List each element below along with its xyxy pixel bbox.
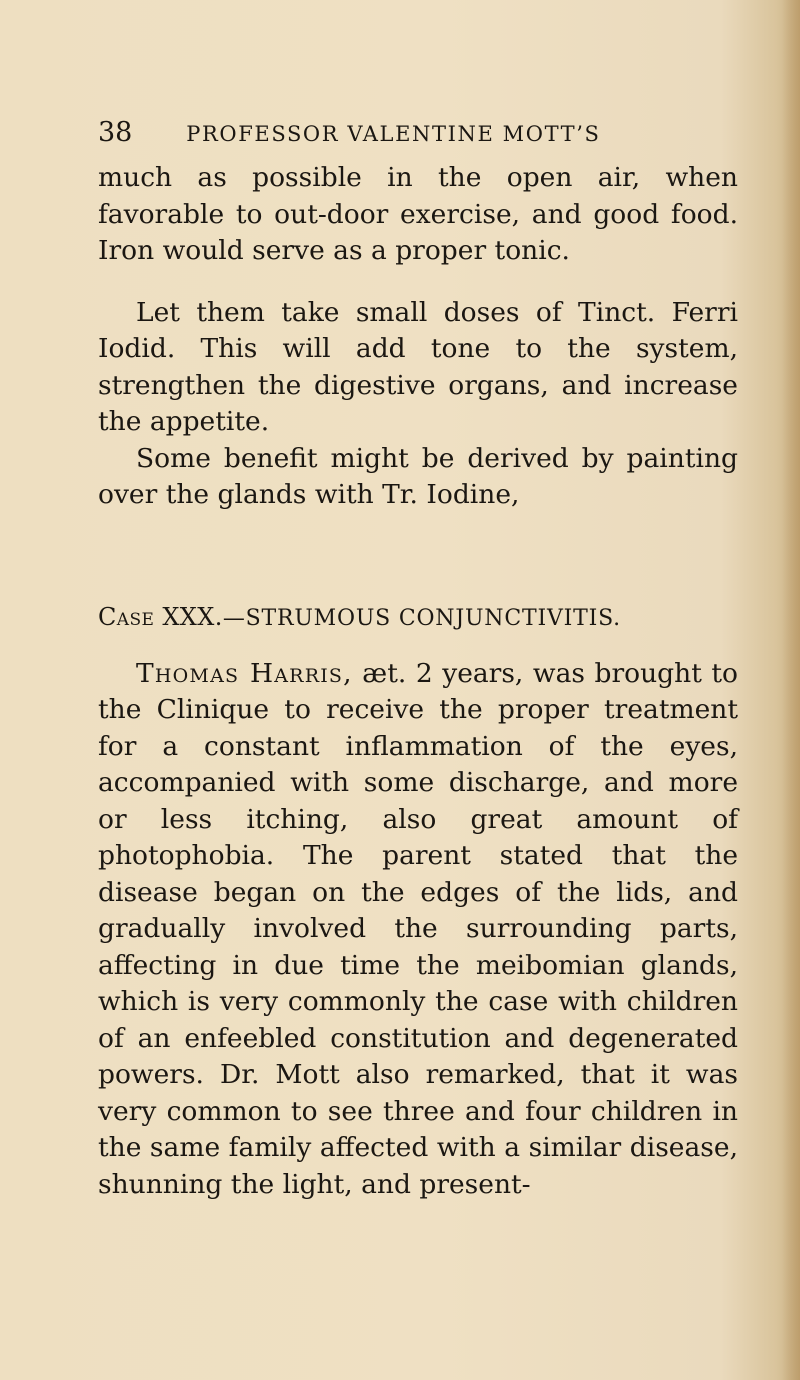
page-header: [98, 118, 738, 149]
case-heading: [98, 599, 738, 637]
page-edge-shadow: [782, 0, 800, 1380]
page-number: 38: [98, 117, 133, 148]
case-title: —STRUMOUS CONJUNCTIVITIS.: [222, 605, 621, 631]
case-label: Case XXX.: [98, 602, 223, 631]
page-body: [98, 160, 738, 1203]
running-title: PROFESSOR VALENTINE MOTT’S: [186, 122, 601, 146]
patient-name: Thomas Harris,: [136, 657, 353, 689]
paragraph-1: much as possible in the open air, when favorable to out-door exercise, and good food. Iron would serve as a proper tonic.: [98, 162, 738, 266]
paragraph-3-text: Some benefit might be derived by painting over the glands with Tr. Iodine,: [98, 442, 738, 510]
paragraph-2-text: Let them take small doses of Tinct. Ferri Iodid. This will add tone to the system, strengthen the digestive organs, and increase the appetite.: [98, 296, 738, 437]
paragraph-3: [98, 441, 738, 514]
case-paragraph: [98, 656, 738, 1204]
paragraph-2: [98, 295, 738, 441]
case-body-text: æt. 2 years, was brought to the Clinique to receive the proper treatment for a constant inflammation of the eyes, accompanied with some discharge, and more or less itching, also great amount of photophobia. The parent stated that the disease began on the edges of the lids, and gradually involved the surrounding parts, affecting in due time the meibomian glands, which is very commonly the case with children of an enfeebled constitution and degenerated powers. Dr. Mott also remarked, that it was very common to see three and four children in the same family affected with a similar disease, shunning the light, and present-: [98, 657, 739, 1200]
